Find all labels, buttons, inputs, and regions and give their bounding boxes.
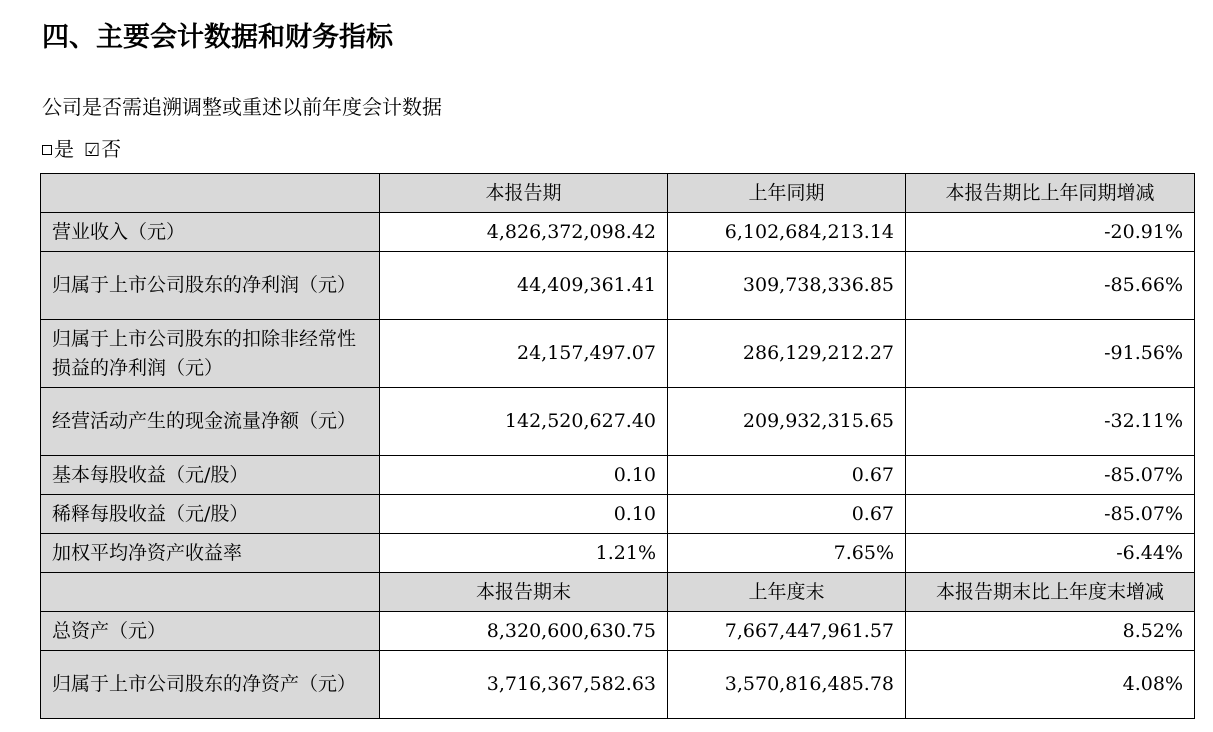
restatement-question: 公司是否需追溯调整或重述以前年度会计数据 <box>42 95 442 119</box>
cell-change: -20.91% <box>906 213 1195 252</box>
cell-change: -85.07% <box>906 456 1195 495</box>
table-row <box>41 534 1195 573</box>
period-end-header-row <box>41 573 1195 612</box>
row-label: 营业收入（元） <box>41 213 380 252</box>
cell-change: 8.52% <box>906 612 1195 651</box>
table-row <box>41 252 1195 320</box>
row-label: 经营活动产生的现金流量净额（元） <box>41 388 380 456</box>
cell-current: 1.21% <box>380 534 668 573</box>
cell-prior: 286,129,212.27 <box>668 320 906 388</box>
cell-change: 4.08% <box>906 651 1195 719</box>
cell-prior: 7,667,447,961.57 <box>668 612 906 651</box>
checked-box-icon[interactable]: ☑ <box>84 140 101 161</box>
cell-prior: 309,738,336.85 <box>668 252 906 320</box>
header-current-period: 本报告期 <box>380 174 668 213</box>
cell-prior: 6,102,684,213.14 <box>668 213 906 252</box>
table-row <box>41 213 1195 252</box>
cell-prior: 7.65% <box>668 534 906 573</box>
header-prior-period: 上年同期 <box>668 174 906 213</box>
header-change: 本报告期比上年同期增减 <box>906 174 1195 213</box>
header-current-period-end: 本报告期末 <box>380 573 668 612</box>
cell-current: 0.10 <box>380 456 668 495</box>
cell-change: -91.56% <box>906 320 1195 388</box>
row-label: 总资产（元） <box>41 612 380 651</box>
period-header-row <box>41 174 1195 213</box>
cell-change: -85.07% <box>906 495 1195 534</box>
header-change: 本报告期末比上年度末增减 <box>906 573 1195 612</box>
cell-change: -6.44% <box>906 534 1195 573</box>
row-label: 稀释每股收益（元/股） <box>41 495 380 534</box>
financial-data-table <box>40 173 1195 719</box>
cell-current: 3,716,367,582.63 <box>380 651 668 719</box>
unchecked-box-icon[interactable] <box>42 145 52 155</box>
cell-current: 24,157,497.07 <box>380 320 668 388</box>
row-label: 加权平均净资产收益率 <box>41 534 380 573</box>
cell-current: 0.10 <box>380 495 668 534</box>
header-prior-year-end: 上年度末 <box>668 573 906 612</box>
restatement-options <box>42 134 121 166</box>
row-label: 基本每股收益（元/股） <box>41 456 380 495</box>
cell-prior: 0.67 <box>668 495 906 534</box>
cell-current: 44,409,361.41 <box>380 252 668 320</box>
row-label: 归属于上市公司股东的净资产（元） <box>41 651 380 719</box>
header-corner <box>41 573 380 612</box>
cell-current: 142,520,627.40 <box>380 388 668 456</box>
header-corner <box>41 174 380 213</box>
cell-prior: 3,570,816,485.78 <box>668 651 906 719</box>
table-row <box>41 456 1195 495</box>
cell-current: 4,826,372,098.42 <box>380 213 668 252</box>
section-title: 四、主要会计数据和财务指标 <box>42 22 393 53</box>
option-no-label: 否 <box>101 137 122 161</box>
row-label: 归属于上市公司股东的扣除非经常性损益的净利润（元） <box>41 320 380 388</box>
cell-prior: 0.67 <box>668 456 906 495</box>
option-yes-label: 是 <box>54 137 74 161</box>
cell-change: -85.66% <box>906 252 1195 320</box>
row-label: 归属于上市公司股东的净利润（元） <box>41 252 380 320</box>
cell-prior: 209,932,315.65 <box>668 388 906 456</box>
table-row <box>41 612 1195 651</box>
cell-change: -32.11% <box>906 388 1195 456</box>
table-row <box>41 651 1195 719</box>
table-row <box>41 388 1195 456</box>
table-row <box>41 495 1195 534</box>
cell-current: 8,320,600,630.75 <box>380 612 668 651</box>
table-row <box>41 320 1195 388</box>
